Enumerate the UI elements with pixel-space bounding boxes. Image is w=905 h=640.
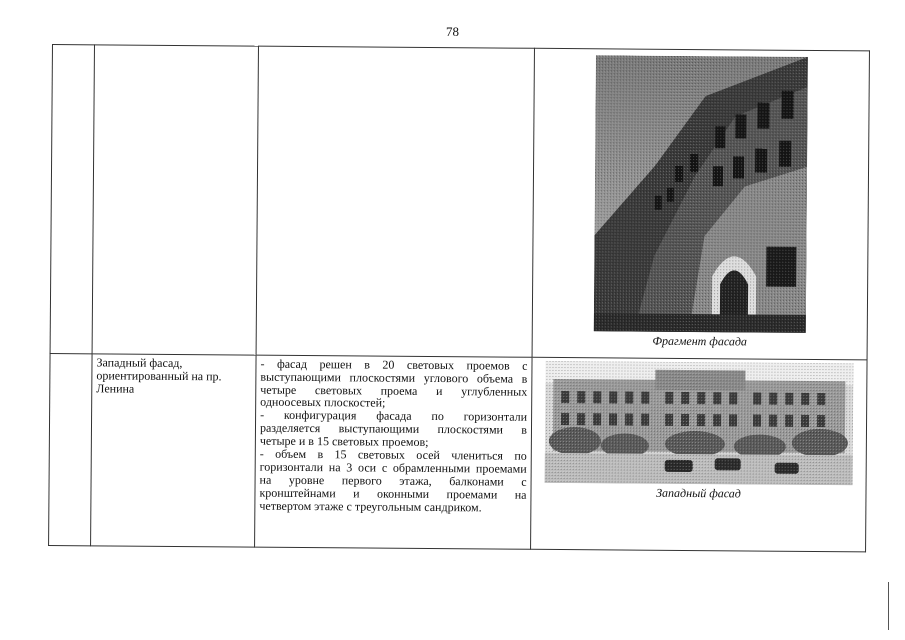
description-line: - объем в 15 световых осей члениться по bbox=[259, 446, 527, 464]
description-line: четвертом этаже с треугольным сандриком. bbox=[259, 498, 482, 515]
label-cell bbox=[92, 45, 258, 355]
description-cell bbox=[256, 46, 534, 357]
description-line: - конфигурация фасада по горизонтали bbox=[260, 408, 528, 425]
page-number: 78 bbox=[446, 24, 459, 39]
number-cell bbox=[49, 353, 93, 546]
image-cell bbox=[531, 357, 868, 552]
description-cell bbox=[255, 355, 533, 550]
number-cell bbox=[50, 45, 94, 354]
table-row bbox=[49, 353, 867, 552]
label-cell: Западный фасад, ориентированный на пр. Ленина bbox=[91, 353, 257, 547]
description-line: горизонтали на 3 оси с обрамленными проемами bbox=[259, 459, 527, 476]
image-caption: Западный фасад bbox=[656, 485, 741, 501]
description-line: - фасад решен в 20 световых проемов с bbox=[260, 356, 528, 373]
description-line: четыре световых проема и углубленных bbox=[260, 382, 528, 399]
image-cell bbox=[532, 48, 869, 359]
description-line: разделяется выступающими плоскостями в bbox=[259, 421, 528, 438]
description-line: одноосевых плоскостей; bbox=[260, 395, 386, 411]
description-line: выступающими плоскостями углового объема в bbox=[260, 369, 528, 386]
description-line: на уровне первого этажа, балконами с bbox=[259, 472, 527, 489]
scan-edge-mark bbox=[888, 582, 889, 630]
image-caption: Фрагмент фасада bbox=[652, 333, 748, 349]
facade-table bbox=[48, 44, 870, 552]
description-line: четыре и в 15 световых проемов; bbox=[259, 433, 429, 450]
description-line: кронштейнами и оконными проемами на bbox=[259, 485, 527, 502]
west-facade-photo bbox=[545, 360, 854, 484]
table-row bbox=[50, 45, 869, 360]
facade-fragment-photo bbox=[594, 55, 808, 333]
